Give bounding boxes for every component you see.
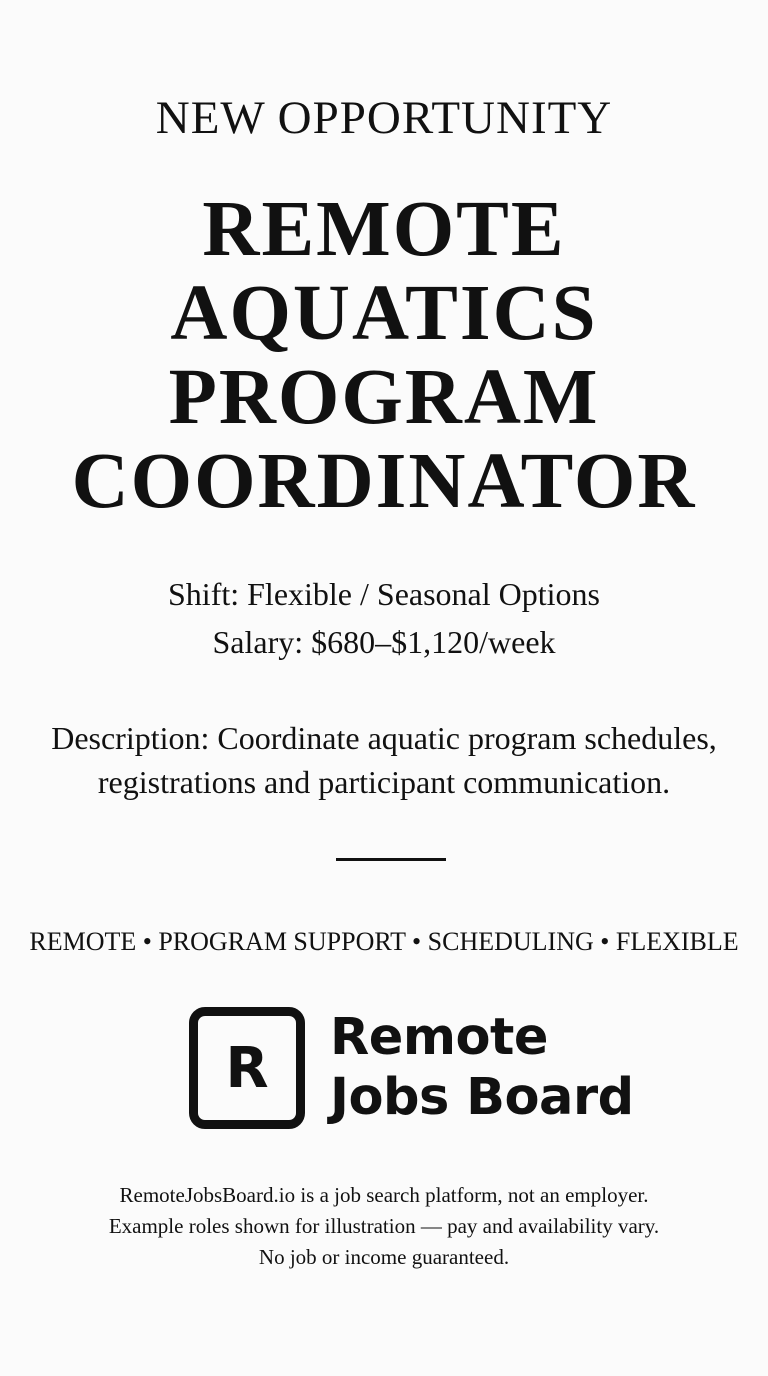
disclaimer-line: No job or income guaranteed.: [258, 1245, 510, 1269]
brand-name-line: Remote: [330, 1008, 549, 1067]
description-line: registrations and participant communication.: [97, 764, 671, 800]
job-meta: [0, 570, 768, 666]
disclaimer: [0, 1180, 768, 1273]
shift-text: Shift: Flexible / Seasonal Options: [168, 576, 600, 612]
brand-logo: [189, 1007, 634, 1129]
eyebrow-heading: NEW OPPORTUNITY: [155, 92, 613, 144]
description-line: Description: Coordinate aquatic program schedules,: [51, 720, 717, 756]
job-tags: REMOTE • PROGRAM SUPPORT • SCHEDULING • FLEXIBLE: [29, 927, 739, 956]
disclaimer-line: Example roles shown for illustration — pay and availability vary.: [108, 1214, 660, 1238]
brand-name: [330, 1008, 634, 1128]
job-title: [0, 188, 768, 524]
section-divider: [336, 858, 446, 861]
job-title-line: COORDINATOR: [71, 438, 697, 525]
job-title-line: AQUATICS: [170, 270, 598, 357]
brand-name-line: Jobs Board: [330, 1068, 634, 1127]
logo-letter: R: [225, 1035, 269, 1101]
job-title-line: PROGRAM: [168, 354, 600, 441]
logo-mark-icon: [189, 1007, 305, 1129]
job-title-line: REMOTE: [202, 186, 566, 273]
job-description: [0, 716, 768, 804]
salary-text: Salary: $680–$1,120/week: [212, 624, 556, 660]
disclaimer-line: RemoteJobsBoard.io is a job search platform, not an employer.: [119, 1183, 649, 1207]
